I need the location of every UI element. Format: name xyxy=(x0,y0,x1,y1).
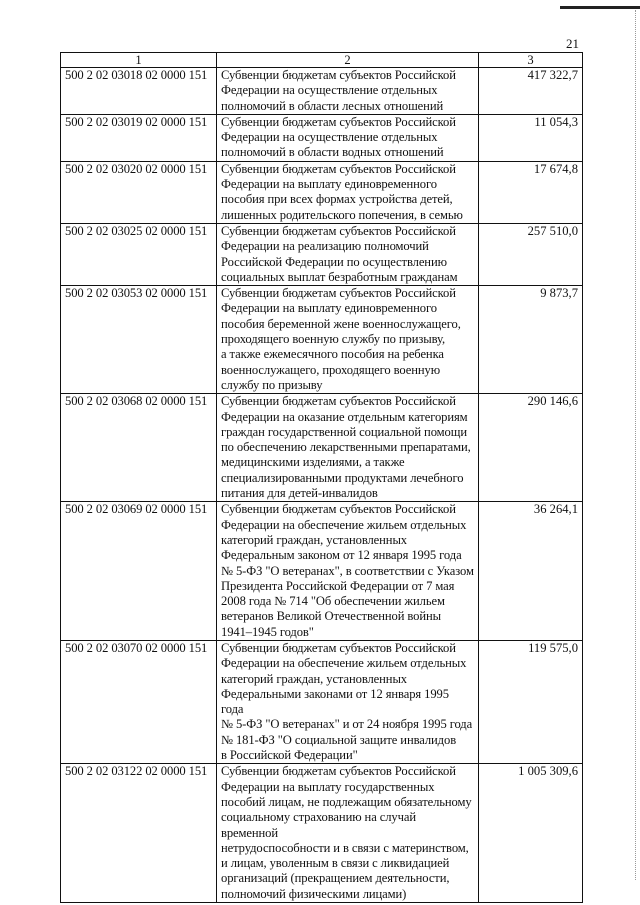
budget-code: 500 2 02 03070 02 0000 151 xyxy=(61,640,217,763)
table-row xyxy=(61,764,583,903)
row-description: Субвенции бюджетам субъектов Российской Федерации на выплату единовременного пособия беременной жене военнослужащего, проходящего военную службу по призыву, а также ежемесячного пособия на ребенка военнослужащего, проходящего военную службу по призыву xyxy=(217,286,479,394)
table-row xyxy=(61,286,583,394)
row-description: Субвенции бюджетам субъектов Российской Федерации на осуществление отдельных полномочий в области лесных отношений xyxy=(217,68,479,115)
row-amount: 290 146,6 xyxy=(479,394,583,502)
budget-code: 500 2 02 03053 02 0000 151 xyxy=(61,286,217,394)
table-row xyxy=(61,502,583,641)
table-row xyxy=(61,640,583,763)
row-description: Субвенции бюджетам субъектов Российской Федерации на оказание отдельным категориям граждан государственной социальной помощи по обеспечению лекарственными препаратами, медицинскими изделиями, а также специализированными продуктами лечебного питания для детей-инвалидов xyxy=(217,394,479,502)
scan-edge-rule xyxy=(560,6,640,9)
row-amount: 417 322,7 xyxy=(479,68,583,115)
budget-code: 500 2 02 03069 02 0000 151 xyxy=(61,502,217,641)
table-row xyxy=(61,114,583,161)
budget-code: 500 2 02 03020 02 0000 151 xyxy=(61,161,217,223)
row-amount: 119 575,0 xyxy=(479,640,583,763)
budget-code: 500 2 02 03068 02 0000 151 xyxy=(61,394,217,502)
table-body xyxy=(61,68,583,903)
header-col-1: 1 xyxy=(61,53,217,68)
budget-code: 500 2 02 03122 02 0000 151 xyxy=(61,764,217,903)
budget-code: 500 2 02 03025 02 0000 151 xyxy=(61,223,217,285)
table-row xyxy=(61,394,583,502)
row-description: Субвенции бюджетам субъектов Российской Федерации на выплату государственных пособий лицам, не подлежащим обязательному социальному страхованию на случай временной нетрудоспособности и в связи с материнством, и лицам, уволенным в связи с ликвидацией организаций (прекращением деятельности, полномочий физическими лицами) xyxy=(217,764,479,903)
table-row xyxy=(61,223,583,285)
header-row xyxy=(61,53,583,68)
header-col-3: 3 xyxy=(479,53,583,68)
table-row xyxy=(61,68,583,115)
row-amount: 1 005 309,6 xyxy=(479,764,583,903)
scan-edge-line xyxy=(634,10,636,880)
page-number: 21 xyxy=(566,36,579,51)
row-description: Субвенции бюджетам субъектов Российской Федерации на обеспечение жильем отдельных категорий граждан, установленных Федеральным законом от 12 января 1995 года № 5-ФЗ "О ветеранах", в соответствии с Указом Президента Российской Федерации от 7 мая 2008 года № 714 "Об обеспечении жильем ветеранов Великой Отечественной войны 1941–1945 годов" xyxy=(217,502,479,641)
row-description: Субвенции бюджетам субъектов Российской Федерации на осуществление отдельных полномочий в области водных отношений xyxy=(217,114,479,161)
budget-code: 500 2 02 03018 02 0000 151 xyxy=(61,68,217,115)
header-col-2: 2 xyxy=(217,53,479,68)
row-amount: 17 674,8 xyxy=(479,161,583,223)
row-amount: 36 264,1 xyxy=(479,502,583,641)
table-row xyxy=(61,161,583,223)
row-description: Субвенции бюджетам субъектов Российской Федерации на обеспечение жильем отдельных категорий граждан, установленных Федеральными законами от 12 января 1995 года № 5-ФЗ "О ветеранах" и от 24 ноября 1995 года № 181-ФЗ "О социальной защите инвалидов в Российской Федерации" xyxy=(217,640,479,763)
budget-table xyxy=(60,52,583,903)
row-amount: 257 510,0 xyxy=(479,223,583,285)
budget-code: 500 2 02 03019 02 0000 151 xyxy=(61,114,217,161)
row-amount: 11 054,3 xyxy=(479,114,583,161)
row-description: Субвенции бюджетам субъектов Российской Федерации на реализацию полномочий Российской Федерации по осуществлению социальных выплат безработным гражданам xyxy=(217,223,479,285)
row-description: Субвенции бюджетам субъектов Российской Федерации на выплату единовременного пособия при всех формах устройства детей, лишенных родительского попечения, в семью xyxy=(217,161,479,223)
row-amount: 9 873,7 xyxy=(479,286,583,394)
table-header xyxy=(61,53,583,68)
